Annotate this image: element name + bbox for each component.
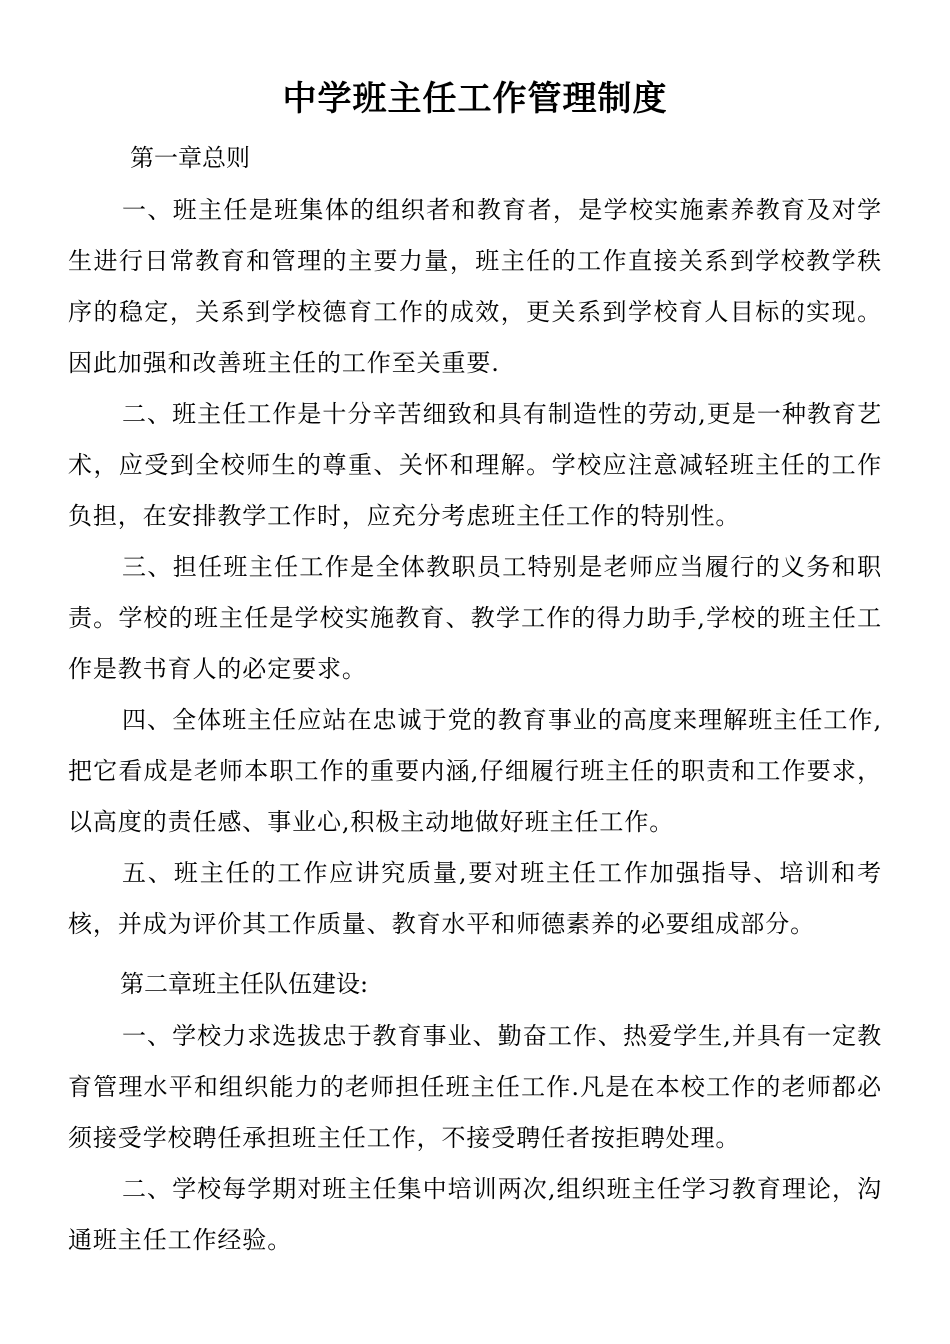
chapter-1-paragraph-1: 一、班主任是班集体的组织者和教育者，是学校实施素养教育及对学生进行日常教育和管理的主要力量，班主任的工作直接关系到学校教学秩序的稳定，关系到学校德育工作的成效，更关系到学校育人目标的实现。因此加强和改善班主任的工作至关重要. [68, 196, 882, 377]
chapter-1-paragraph-2: 二、班主任工作是十分辛苦细致和具有制造性的劳动,更是一种教育艺术，应受到全校师生的尊重、关怀和理解。学校应注意减轻班主任的工作负担，在安排教学工作时，应充分考虑班主任工作的特别性。 [68, 400, 882, 530]
chapter-2-body [68, 1011, 882, 1266]
chapter-1-paragraph-4: 四、全体班主任应站在忠诚于党的教育事业的高度来理解班主任工作,把它看成是老师本职工作的重要内涵,仔细履行班主任的职责和工作要求，以高度的责任感、事业心,积极主动地做好班主任工作。 [68, 706, 882, 836]
chapter-1-heading: 第一章总则 [130, 144, 250, 172]
chapter-2-paragraph-1: 一、学校力求选拔忠于教育事业、勤奋工作、热爱学生,并具有一定教育管理水平和组织能力的老师担任班主任工作.凡是在本校工作的老师都必须接受学校聘任承担班主任工作，不接受聘任者按拒聘处理。 [68, 1022, 882, 1152]
chapter-1-paragraph-3: 三、担任班主任工作是全体教职员工特别是老师应当履行的义务和职责。学校的班主任是学校实施教育、教学工作的得力助手,学校的班主任工作是教书育人的必定要求。 [68, 553, 882, 683]
chapter-1-paragraph-5: 五、班主任的工作应讲究质量,要对班主任工作加强指导、培训和考核，并成为评价其工作质量、教育水平和师德素养的必要组成部分。 [68, 859, 882, 938]
chapter-2-paragraph-2: 二、学校每学期对班主任集中培训两次,组织班主任学习教育理论，沟通班主任工作经验。 [68, 1175, 882, 1254]
document-title: 中学班主任工作管理制度 [282, 79, 668, 119]
chapter-1-body [68, 185, 882, 950]
chapter-2-heading: 第二章班主任队伍建设: [120, 970, 369, 998]
